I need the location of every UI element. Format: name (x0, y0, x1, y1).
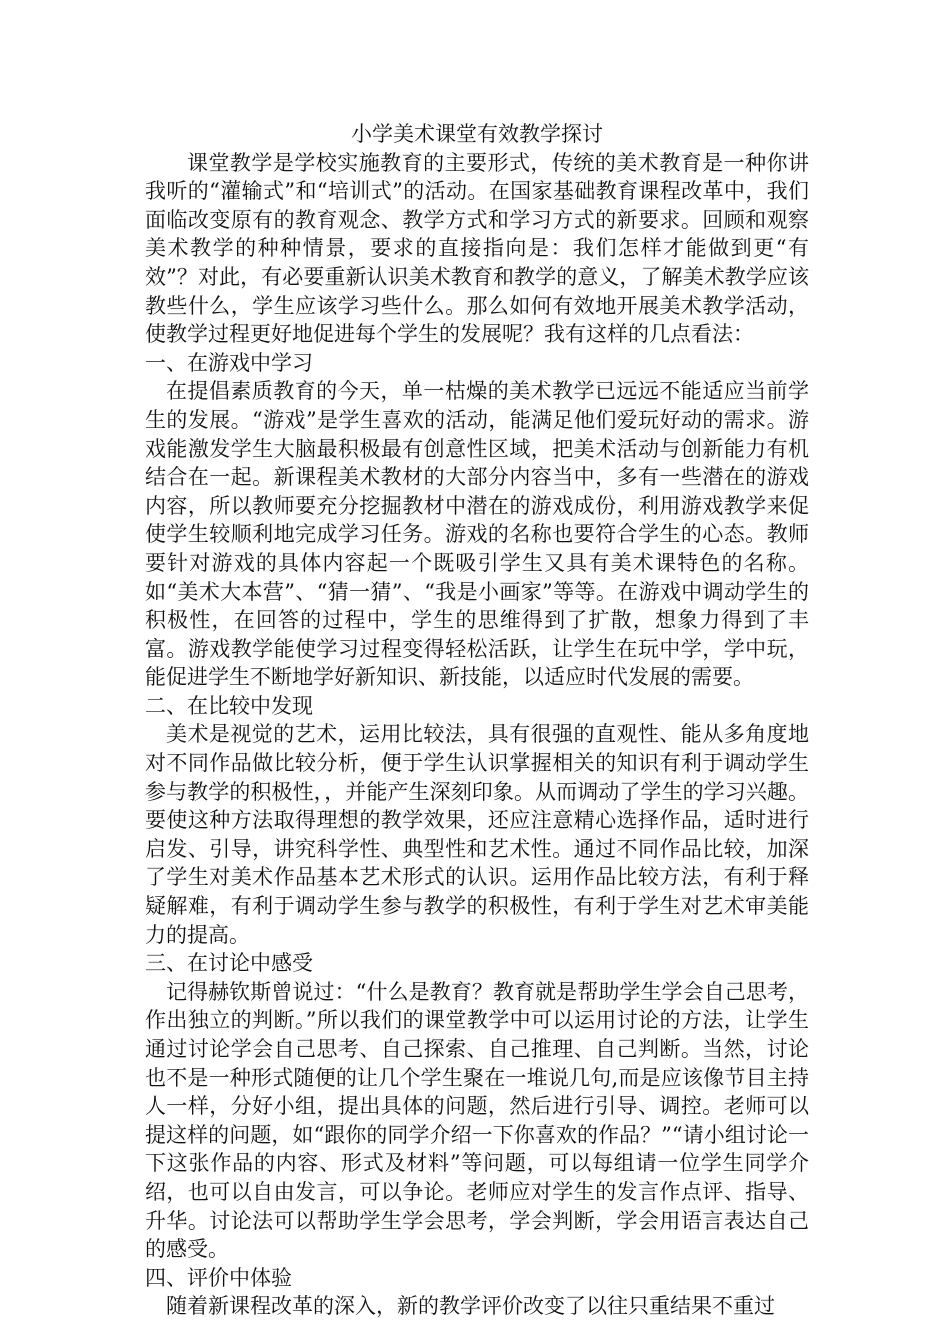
document-page (145, 120, 809, 1321)
section-1-paragraph: 在提倡素质教育的今天，单一枯燥的美术教学已远远不能适应当前学生的发展。“游戏”是学生喜欢的活动，能满足他们爱玩好动的需求。游戏能激发学生大脑最积极最有创意性区域，把美术活动与创新能力有机结合在一起。新课程美术教材的大部分内容当中，多有一些潜在的游戏内容，所以教师要充分挖掘教材中潜在的游戏成份，利用游戏教学来促使学生较顺利地完成学习任务。游戏的名称也要符合学生的心态。教师要针对游戏的具体内容起一个既吸引学生又具有美术课特色的名称。如“美术大本营”、“猜一猜”、“我是小画家”等等。在游戏中调动学生的积极性，在回答的过程中，学生的思维得到了扩散，想象力得到了丰富。游戏教学能使学习过程变得轻松活跃，让学生在玩中学，学中玩，能促进学生不断地学好新知识、新技能，以适应时代发展的需要。 (145, 379, 809, 690)
section-2-heading: 二、在比较中发现 (145, 693, 313, 718)
section-4-paragraph: 随着新课程改革的深入，新的教学评价改变了以往只重结果不重过 (166, 1294, 775, 1319)
section-4-heading: 四、评价中体验 (145, 1265, 292, 1290)
section-3-heading: 三、在讨论中感受 (145, 951, 313, 976)
section-2-paragraph: 美术是视觉的艺术，运用比较法，具有很强的直观性、能从多角度地对不同作品做比较分析，便于学生认识掌握相关的知识有利于调动学生参与教学的积极性，，并能产生深刻印象。从而调动了学生的学习兴趣。要使这种方法取得理想的教学效果，还应注意精心选择作品，适时进行启发、引导，讲究科学性、典型性和艺术性。通过不同作品比较，加深了学生对美术作品基本艺术形式的认识。运用作品比较方法，有利于释疑解难，有利于调动学生参与教学的积极性，有利于学生对艺术审美能力的提高。 (145, 722, 809, 947)
section-3-paragraph: 记得赫钦斯曾说过：“什么是教育？教育就是帮助学生学会自己思考，作出独立的判断。”所以我们的课堂教学中可以运用讨论的方法，让学生通过讨论学会自己思考、自己探索、自己推理、自己判断。当然，讨论也不是一种形式随便的让几个学生聚在一堆说几句,而是应该像节目主持人一样，分好小组，提出具体的问题，然后进行引导、调控。老师可以提这样的问题，如“跟你的同学介绍一下你喜欢的作品？”“请小组讨论一下这张作品的内容、形式及材料”等问题，可以每组请一位学生同学介绍，也可以自由发言，可以争论。老师应对学生的发言作点评、指导、升华。讨论法可以帮助学生学会思考，学会判断，学会用语言表达自己的感受。 (145, 979, 809, 1262)
document-title: 小学美术课堂有效教学探讨 (351, 122, 603, 146)
section-1-heading: 一、在游戏中学习 (145, 350, 313, 375)
intro-paragraph: 课堂教学是学校实施教育的主要形式，传统的美术教育是一种你讲我听的“灌输式”和“培训式”的活动。在国家基础教育课程改革中，我们面临改变原有的教育观念、教学方式和学习方式的新要求。回顾和观察美术教学的种种情景，要求的直接指向是：我们怎样才能做到更“有效”？对此，有必要重新认识美术教育和教学的意义，了解美术教学应该教些什么，学生应该学习些什么。那么如何有效地开展美术教学活动，使教学过程更好地促进每个学生的发展呢？我有这样的几点看法： (145, 150, 809, 347)
